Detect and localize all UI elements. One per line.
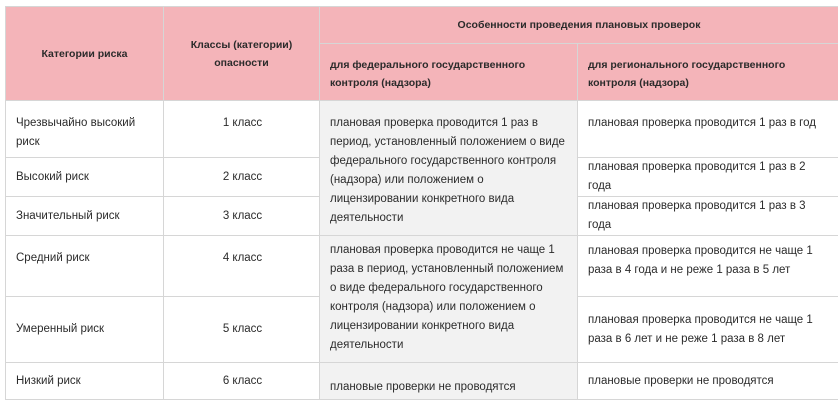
regional-rule-cell: плановая проверка проводится 1 раз в 3 года [578, 197, 838, 236]
header-inspection-specifics: Особенности проведения плановых проверок [320, 7, 838, 44]
regional-rule-cell: плановые проверки не проводятся [578, 363, 838, 400]
risk-category-cell: Средний риск [6, 236, 164, 297]
risk-category-cell: Чрезвычайно высокий риск [6, 101, 164, 158]
header-federal-control: для федерального государственного контроля (надзора) [320, 44, 578, 101]
regional-rule-cell: плановая проверка проводится 1 раз в 2 года [578, 158, 838, 197]
header-hazard-class: Классы (категории) опасности [164, 7, 320, 101]
risk-category-cell: Значительный риск [6, 197, 164, 236]
federal-rule-cell: плановые проверки не проводятся [320, 363, 578, 400]
hazard-class-cell: 3 класс [164, 197, 320, 236]
federal-rule-cell: плановая проверка проводится 1 раз в период, установленный положением о виде федерального государственного контроля (надзора) или положением о лицензировании конкретного вида деятельности [320, 101, 578, 236]
table-row [6, 236, 838, 297]
federal-rule-cell: плановая проверка проводится не чаще 1 раза в период, установленный положением о виде федерального государственного контроля (надзора) или положением о лицензировании конкретного вида деятельности [320, 236, 578, 363]
risk-category-cell: Умеренный риск [6, 297, 164, 363]
regional-rule-cell: плановая проверка проводится не чаще 1 раза в 4 года и не реже 1 раза в 5 лет [578, 236, 838, 297]
hazard-class-cell: 4 класс [164, 236, 320, 297]
header-risk-category: Категории риска [6, 7, 164, 101]
hazard-class-cell: 2 класс [164, 158, 320, 197]
table-row [6, 101, 838, 158]
table-row [6, 363, 838, 400]
risk-categories-table [5, 6, 838, 400]
hazard-class-cell: 6 класс [164, 363, 320, 400]
hazard-class-cell: 5 класс [164, 297, 320, 363]
risk-category-cell: Высокий риск [6, 158, 164, 197]
regional-rule-cell: плановая проверка проводится не чаще 1 раза в 6 лет и не реже 1 раза в 8 лет [578, 297, 838, 363]
header-regional-control: для регионального государственного контроля (надзора) [578, 44, 838, 101]
risk-category-cell: Низкий риск [6, 363, 164, 400]
regional-rule-cell: плановая проверка проводится 1 раз в год [578, 101, 838, 158]
hazard-class-cell: 1 класс [164, 101, 320, 158]
